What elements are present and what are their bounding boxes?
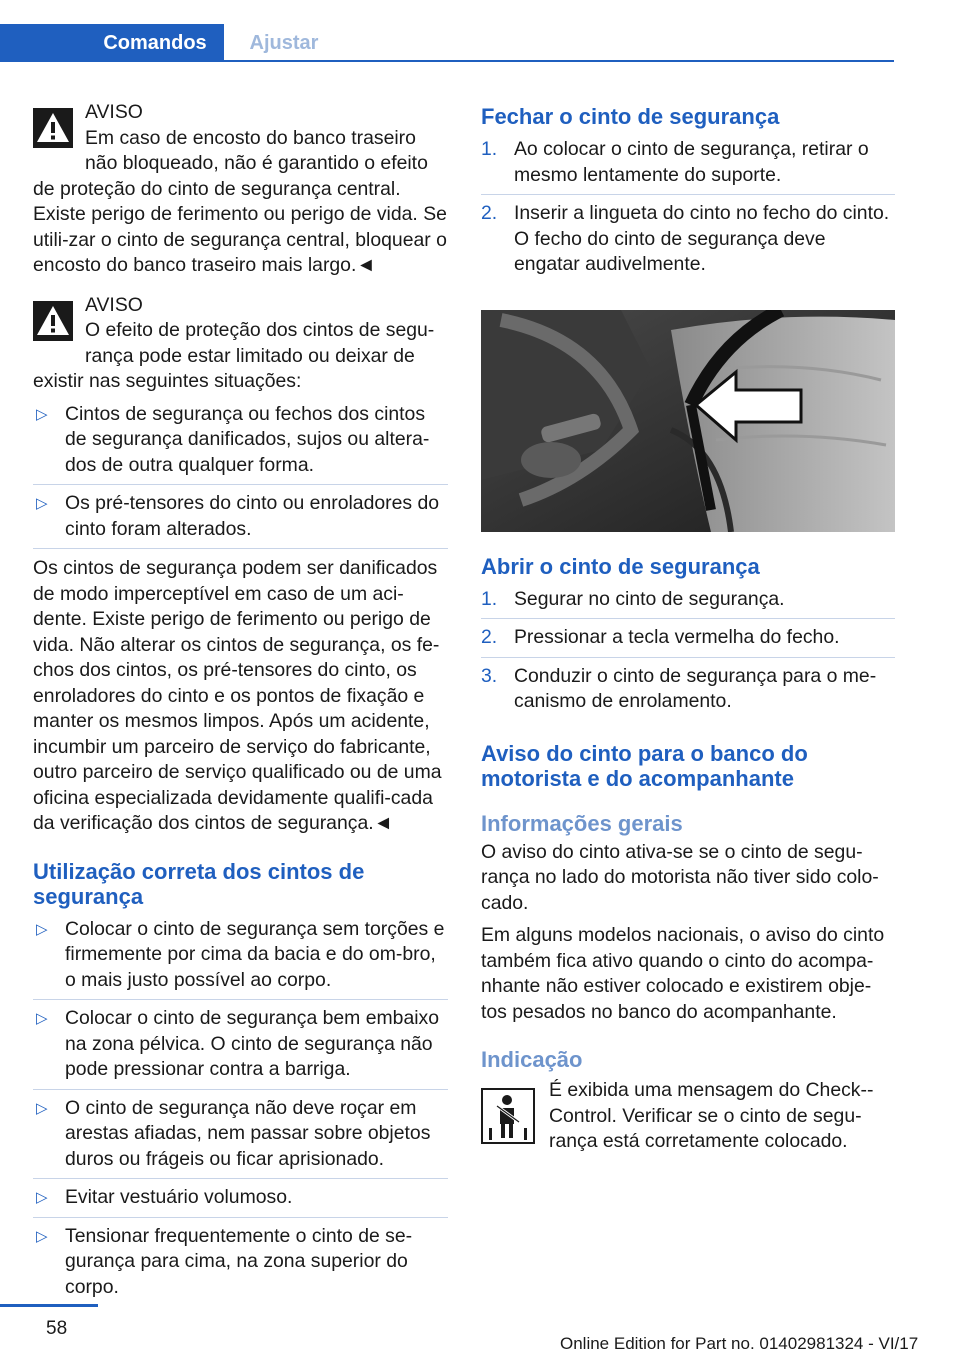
- usage-list: [33, 917, 448, 1307]
- indication-block: [481, 1078, 895, 1155]
- subsection-title-general: Informações gerais: [481, 810, 683, 836]
- triangle-bullet-icon: ▷: [36, 1189, 48, 1206]
- list-item: ▷ Os pré-tensores do cinto ou enroladores do cinto foram alterados.: [33, 491, 448, 549]
- list-item: ▷ Colocar o cinto de segurança sem torções e firmemente por cima da bacia e do om-bro, o mais justo possível ao corpo.: [33, 917, 448, 1001]
- subsection-title-indication: Indicação: [481, 1047, 583, 1072]
- warning-title: AVISO: [85, 101, 143, 123]
- list-item: ▷ Colocar o cinto de segurança bem embaixo na zona pélvica. O cinto de segurança não pode pressionar contra a barriga.: [33, 1006, 448, 1090]
- warning-title: AVISO: [85, 293, 143, 316]
- list-item: ▷ O cinto de segurança não deve roçar em arestas afiadas, nem passar sobre objetos duros ou frágeis ou ficar aprisionado.: [33, 1096, 448, 1180]
- list-item: 2. Pressionar a tecla vermelha do fecho.: [481, 625, 895, 658]
- right-column: [481, 100, 895, 1155]
- section-title-fasten: Fechar o cinto de segurança: [481, 104, 780, 129]
- header-tabbar: [0, 24, 894, 62]
- tab-comandos[interactable]: Comandos: [0, 24, 224, 62]
- warning-triangle-icon: [33, 108, 73, 148]
- warning-text: Em caso de encosto do banco traseiro não bloqueado, não é garantido o efeito de proteção do cinto de segurança central. Existe perigo de ferimento ou perigo de vida. Se utili-zar o cinto de segurança central, bloquear o encosto do banco traseiro mais largo.◄: [33, 126, 447, 276]
- list-item: ▷ Cintos de segurança ou fechos dos cintos de segurança danificados, sujos ou altera-dos de outra qualquer forma.: [33, 402, 448, 486]
- left-column: [33, 100, 448, 1313]
- triangle-bullet-icon: ▷: [36, 405, 48, 423]
- warning-conditions-list: [33, 402, 448, 550]
- warning-closing-text: Os cintos de segurança podem ser danificados de modo imperceptível em caso de um aci-dente. Existe perigo de ferimento ou perigo de vida. Não alterar os cintos de segurança, os fe-chos dos cintos, os pré-tensores do cinto, os enroladores do cinto e os pontos de fixação e manter os mesmos limpos. Após um acidente, incumbir um parceiro de serviço do fabricante, outro parceiro de serviço qualificado ou de uma oficina especializada devidamente qualifi-cada da verificação dos cintos de segurança.◄: [33, 557, 442, 834]
- list-item: 2. Inserir a lingueta do cinto no fecho do cinto. O fecho do cinto de segurança deve engatar audivelmente.: [481, 202, 890, 275]
- list-item: ▷ Tensionar frequentemente o cinto de se-gurança para cima, na zona superior do corpo.: [36, 1224, 413, 1298]
- section-title-open: Abrir o cinto de segurança: [481, 553, 760, 579]
- triangle-bullet-icon: ▷: [36, 920, 48, 938]
- seatbelt-buckle-illustration: [481, 310, 895, 532]
- footer-accent-line: [0, 1304, 98, 1307]
- triangle-bullet-icon: ▷: [36, 495, 48, 512]
- edition-note: Online Edition for Part no. 01402981324 - VI/17: [560, 1334, 919, 1353]
- triangle-bullet-icon: ▷: [36, 1099, 48, 1117]
- general-paragraph-1: O aviso do cinto ativa-se se o cinto de segu-rança no lado do motorista não tiver sido colo-cado.: [481, 840, 879, 914]
- page-number: 58: [46, 1318, 68, 1339]
- indication-text: É exibida uma mensagem do Check--Control. Verificar se o cinto de segu-rança está corretamente colocado.: [549, 1079, 874, 1152]
- section-title-usage: Utilização correta dos cintos de segurança: [33, 858, 365, 909]
- triangle-bullet-icon: ▷: [36, 1010, 48, 1027]
- list-item: ▷ Evitar vestuário volumoso.: [33, 1185, 448, 1218]
- list-item: 3. Conduzir o cinto de segurança para o me-canismo de enrolamento.: [481, 664, 877, 712]
- fasten-steps: [481, 137, 895, 284]
- warning-block-1: [33, 100, 448, 279]
- warning-text: O efeito de proteção dos cintos de segu-rança pode estar limitado ou deixar de existir nas seguintes situações:: [33, 319, 435, 392]
- seatbelt-indicator-icon: [481, 1088, 535, 1144]
- open-steps: [481, 587, 895, 721]
- tab-ajustar[interactable]: Ajustar: [249, 31, 319, 54]
- triangle-bullet-icon: ▷: [36, 1227, 48, 1245]
- warning-triangle-icon: [33, 301, 73, 341]
- section-title-reminder: Aviso do cinto para o banco do motorista e do acompanhante: [481, 740, 808, 791]
- list-item: 1. Ao colocar o cinto de segurança, retirar o mesmo lentamente do suporte.: [481, 137, 895, 195]
- general-paragraph-2: Em alguns modelos nacionais, o aviso do cinto também fica ativo quando o cinto do acompa-nhante não estiver colocado e existirem obje-tos pesados no banco do acompanhante.: [481, 924, 885, 1023]
- warning-block-2: [33, 293, 448, 395]
- seatbelt-buckle-photo: [481, 310, 895, 532]
- list-item: 1. Segurar no cinto de segurança.: [481, 587, 895, 620]
